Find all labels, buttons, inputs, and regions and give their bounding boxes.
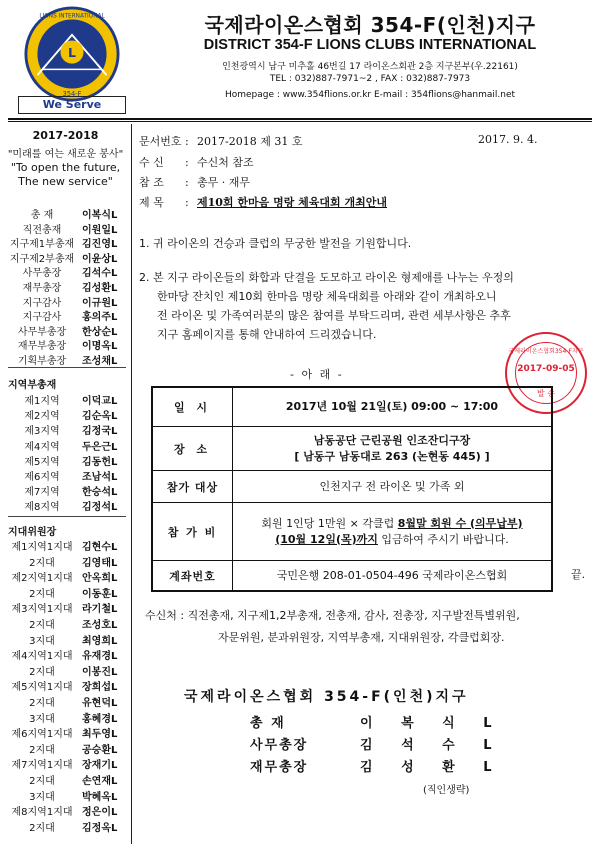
fee-line-1a: 회원 1인당 1만원 × 각클럽 <box>261 516 398 530</box>
person-title: 3지대 <box>29 635 55 647</box>
org-address: 인천광역시 남구 미추홀 46번길 17 라이온스회관 2층 지구본부(우.22161) <box>222 62 518 72</box>
person-name: 최영희L <box>82 635 118 647</box>
person-title: 2지대 <box>29 822 55 834</box>
table-row <box>153 502 551 560</box>
sidebar-separator <box>8 367 126 368</box>
account-value: 국민은행 208-01-0504-496 국제라이온스협회 <box>276 568 508 582</box>
sidebar-person-row <box>0 264 131 279</box>
person-name: 조남석L <box>82 472 118 483</box>
person-title: 제1지역1지대 <box>11 542 73 553</box>
person-name: 홍의주L <box>82 312 118 324</box>
person-title: 제2지역 <box>24 411 60 423</box>
person-title: 2지대 <box>29 698 55 709</box>
below-heading: - 아 래 - <box>290 368 344 381</box>
person-title: 3지대 <box>29 791 55 803</box>
sidebar-person-row <box>0 756 131 771</box>
sidebar-person-row <box>0 600 131 615</box>
fee-line-2 <box>275 532 509 548</box>
table-row <box>153 560 551 590</box>
recipient-key: 수 신 <box>139 156 164 169</box>
stamp-label: 발 송 <box>537 389 555 398</box>
person-title: 제6지역 <box>24 472 60 483</box>
sidebar-person-row <box>0 803 131 818</box>
table-row <box>153 388 551 426</box>
place-value-2: [ 남동구 남동대로 263 (논현동 445) ] <box>294 449 490 463</box>
person-name: 이원일L <box>82 224 118 236</box>
person-title: 제5지역 <box>24 456 60 468</box>
person-title: 사무총장 <box>22 268 62 280</box>
fee-line-1b: 8월말 회원 수 (의무납부) <box>397 516 523 530</box>
stamp-org: 국제라이온스협회354-F지구 <box>508 348 584 355</box>
person-title: 지구제1부총재 <box>9 239 75 251</box>
sidebar-person-row <box>0 498 131 513</box>
person-title: 제7지역 <box>24 487 60 499</box>
seal-omitted-note: (직인생략) <box>423 785 470 796</box>
person-title: 제3지역1지대 <box>11 604 73 616</box>
person-name: 정은이L <box>82 807 118 819</box>
person-name: 손연재L <box>82 776 118 787</box>
recipient-value: 수신처 참조 <box>197 156 254 169</box>
sidebar-person-row <box>0 725 131 740</box>
signature-role: 재무총장 <box>250 760 309 775</box>
person-name: 김동헌L <box>82 456 118 468</box>
person-title: 사무부총장 <box>17 326 67 338</box>
sidebar-person-row <box>0 663 131 678</box>
fee-line-2b: 입금하여 주시기 바랍니다. <box>377 532 509 546</box>
person-name: 김순옥L <box>82 411 118 423</box>
sidebar-separator <box>8 516 126 517</box>
person-name: 홍혜경L <box>82 713 118 725</box>
fee-key: 참 가 비 <box>153 503 233 560</box>
person-title: 2지대 <box>29 776 55 787</box>
sidebar-person-row <box>0 483 131 498</box>
account-key: 계좌번호 <box>153 561 233 590</box>
person-title: 제2지역1지대 <box>11 573 73 585</box>
person-title: 재무부총장 <box>17 341 67 353</box>
person-title: 직전총재 <box>22 224 62 236</box>
person-name: 두은근L <box>82 441 118 453</box>
recipient-row <box>139 154 254 170</box>
person-title: 2지대 <box>29 666 55 678</box>
svg-text:L: L <box>68 44 76 60</box>
person-title: 제3지역 <box>24 426 60 438</box>
sidebar-person-row <box>0 206 131 221</box>
header-rule-thin <box>8 121 592 122</box>
person-name: 한상순L <box>82 326 118 338</box>
fee-value <box>233 503 551 560</box>
person-name: 라기철L <box>82 604 118 616</box>
place-key: 장 소 <box>153 427 233 470</box>
sidebar-slogan-korean: "미래를 여는 새로운 봉사" <box>7 149 124 160</box>
event-details-table <box>151 386 553 592</box>
doc-date: 2017. 9. 4. <box>478 133 538 146</box>
end-mark: 끝. <box>571 568 586 581</box>
lions-logo <box>24 6 120 102</box>
person-name: 조성호L <box>82 620 118 631</box>
sidebar-person-row <box>0 788 131 803</box>
signature-role: 사무총장 <box>250 738 309 753</box>
sidebar-person-row <box>0 538 131 553</box>
person-title: 지구감사 <box>22 297 62 309</box>
person-title: 제7지역1지대 <box>11 760 73 772</box>
sidebar-region-heading: 지역부총재 <box>8 380 57 391</box>
person-name: 장재기L <box>82 760 118 772</box>
signature-row <box>250 734 550 753</box>
person-name: 장희섭L <box>82 682 118 694</box>
sidebar-person-row <box>0 422 131 437</box>
person-title: 제5지역1지대 <box>11 682 73 694</box>
subject-row <box>139 194 387 210</box>
person-title: 제8지역 <box>24 502 60 514</box>
org-title-english: DISTRICT 354-F LIONS CLUBS INTERNATIONAL <box>203 37 537 53</box>
reference-value: 총무 · 재무 <box>197 176 250 189</box>
sidebar-person-row <box>0 279 131 294</box>
doc-number-value: 2017-2018 제 31 호 <box>197 135 303 148</box>
sidebar-person-row <box>0 337 131 352</box>
colon: : <box>185 176 189 189</box>
person-name: 이윤상L <box>82 253 118 265</box>
person-name: 이동훈L <box>82 588 118 600</box>
paragraph-2-line-4: 지구 홈페이지를 통해 안내하여 드리겠습니다. <box>157 328 377 341</box>
recipients-line-1: 수신처 : 직전총재, 지구제1,2부총재, 전총재, 감사, 전총장, 지구발전특별위원, <box>145 609 520 622</box>
recipients-list <box>145 605 595 649</box>
org-web: Homepage : www.354flions.or.kr E-mail : 354flions@hanmail.net <box>224 90 516 100</box>
doc-number-row <box>139 133 302 149</box>
stamp-date: 2017-09-05 <box>517 364 575 374</box>
doc-number-key: 문서번호 <box>139 135 182 148</box>
person-name: 이봉진L <box>82 666 118 678</box>
date-value: 2017년 10월 21일(토) 09:00 ~ 17:00 <box>285 400 499 413</box>
sidebar-person-row <box>0 694 131 709</box>
person-name: 조성채L <box>82 356 118 367</box>
signature-org: 국제라이온스협회 354-F(인천)지구 <box>184 689 469 705</box>
person-name: 유재경L <box>82 651 118 663</box>
signature-name: 이 복 식 L <box>360 716 504 731</box>
signature-row <box>250 756 550 775</box>
person-name: 김정국L <box>82 426 118 438</box>
sidebar-person-row <box>0 453 131 468</box>
sidebar-person-row <box>0 710 131 725</box>
sidebar-person-row <box>0 392 131 407</box>
signature-role: 총 재 <box>250 716 286 731</box>
person-name: 한승석L <box>82 487 118 499</box>
org-title-korean: 국제라이온스협회 354-F(인천)지구 <box>204 13 536 37</box>
sidebar-person-row <box>0 616 131 631</box>
paragraph-2-line-1: 2. 본 지구 라이온들의 화합과 단결을 도모하고 라이온 형제애를 나누는 우정의 <box>139 271 514 284</box>
person-title: 기획부총장 <box>17 356 67 367</box>
paragraph-2-line-2: 한마당 잔치인 제10회 한마음 명랑 체육대회를 아래와 같이 개최하오니 <box>157 290 497 303</box>
sidebar-person-row <box>0 819 131 834</box>
table-row <box>153 470 551 502</box>
svg-text:354-F: 354-F <box>62 90 82 99</box>
sidebar-person-row <box>0 585 131 600</box>
sidebar-person-row <box>0 221 131 236</box>
colon: : <box>185 156 189 169</box>
recipients-line-2: 자문위원, 분과위원장, 지역부총재, 지대위원장, 각클럽회장. <box>218 631 505 644</box>
sidebar-person-row <box>0 323 131 338</box>
person-name: 박혜옥L <box>82 791 118 803</box>
signature-name: 김 성 환 L <box>360 760 504 775</box>
person-title: 총 재 <box>30 210 54 221</box>
person-title: 2지대 <box>29 557 55 569</box>
colon: : <box>185 135 189 148</box>
date-key: 일 시 <box>153 388 233 426</box>
person-name: 김정석L <box>82 502 118 514</box>
person-title: 제6지역1지대 <box>11 729 73 741</box>
place-value <box>233 427 551 470</box>
subject-key: 제 목 <box>139 196 164 209</box>
sidebar-person-row <box>0 468 131 483</box>
person-title: 제8지역1지대 <box>11 807 73 819</box>
signature-row <box>250 712 550 731</box>
person-name: 유현덕L <box>82 698 118 709</box>
person-title: 3지대 <box>29 713 55 725</box>
sidebar-person-row <box>0 569 131 584</box>
sidebar-person-row <box>0 438 131 453</box>
fee-line-2a: (10월 12일(목)까지 <box>275 532 378 546</box>
colon: : <box>185 196 189 209</box>
sidebar-divider <box>131 124 132 844</box>
sidebar-person-row <box>0 554 131 569</box>
sidebar-person-row <box>0 407 131 422</box>
person-title: 재무총장 <box>22 283 62 294</box>
place-value-1: 남동공단 근린공원 인조잔디구장 <box>313 433 471 447</box>
sidebar-person-row <box>0 647 131 662</box>
paragraph-2-line-3: 전 라이온 및 가족여러분의 많은 참여를 부탁드리며, 관련 세부사항은 추후 <box>157 309 511 322</box>
person-name: 김정옥L <box>82 822 118 834</box>
person-title: 제4지역1지대 <box>11 651 73 663</box>
person-name: 이복식L <box>82 210 118 221</box>
sidebar-person-row <box>0 294 131 309</box>
sidebar-zone-heading: 지대위원장 <box>8 527 57 538</box>
person-title: 2지대 <box>29 744 55 756</box>
sidebar-person-row <box>0 741 131 756</box>
sidebar-slogan-english-2: The new service" <box>18 175 113 188</box>
sidebar-person-row <box>0 678 131 693</box>
header-rule <box>8 118 592 120</box>
person-name: 최두영L <box>82 729 118 741</box>
person-name: 김성환L <box>82 283 118 294</box>
reference-row <box>139 174 250 190</box>
we-serve-label: We Serve <box>18 96 126 114</box>
reference-key: 참 조 <box>139 176 164 189</box>
sidebar-person-row <box>0 632 131 647</box>
sidebar-person-row <box>0 772 131 787</box>
paragraph-2 <box>139 268 593 344</box>
person-title: 2지대 <box>29 620 55 631</box>
paragraph-1: 1. 귀 라이온의 건승과 클럽의 무궁한 발전을 기원합니다. <box>139 237 412 250</box>
person-name: 김석수L <box>82 268 118 280</box>
sidebar-person-row <box>0 235 131 250</box>
sidebar-person-row <box>0 308 131 323</box>
svg-text:LIONS INTERNATIONAL: LIONS INTERNATIONAL <box>39 13 105 20</box>
person-name: 김진영L <box>82 239 118 251</box>
person-name: 김현수L <box>82 542 118 553</box>
person-name: 이명옥L <box>82 341 118 353</box>
sidebar-person-row <box>0 250 131 265</box>
fee-line-1 <box>261 516 522 532</box>
person-name: 안옥희L <box>82 573 118 585</box>
signature-name: 김 석 수 L <box>360 738 504 753</box>
person-name: 이규원L <box>82 297 118 309</box>
sidebar-year: 2017-2018 <box>32 129 99 142</box>
person-title: 지구제2부총재 <box>9 253 75 265</box>
subject-value: 제10회 한마음 명랑 체육대회 개최안내 <box>197 196 388 209</box>
person-name: 김영태L <box>82 557 118 569</box>
sidebar-slogan-english-1: "To open the future, <box>10 161 121 174</box>
org-phone: TEL : 032)887-7971~2 , FAX : 032)887-7973 <box>269 74 471 84</box>
target-value: 인천지구 전 라이온 및 가족 외 <box>319 479 465 493</box>
person-title: 제1지역 <box>24 396 60 407</box>
person-title: 지구감사 <box>22 312 62 324</box>
sidebar-person-row <box>0 352 131 367</box>
person-title: 2지대 <box>29 588 55 600</box>
target-key: 참가 대상 <box>153 471 233 502</box>
person-name: 이덕교L <box>82 396 118 407</box>
table-row <box>153 426 551 470</box>
person-name: 공승환L <box>82 744 118 756</box>
person-title: 제4지역 <box>24 441 60 453</box>
